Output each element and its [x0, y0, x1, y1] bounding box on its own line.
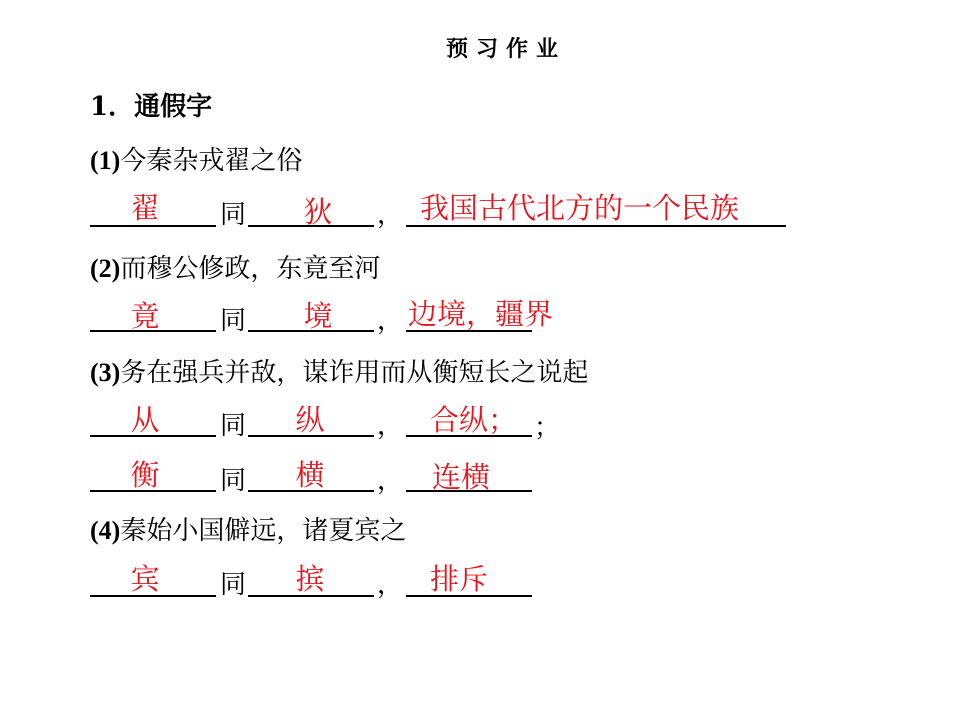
answer-equivalent: 境	[303, 299, 333, 333]
section-heading: 1．通假字	[90, 92, 213, 122]
answer-equivalent: 摈	[295, 562, 325, 596]
answer-meaning: 合纵；	[430, 403, 518, 437]
separator: ，	[377, 200, 404, 230]
separator: ，	[377, 466, 404, 496]
answer-equivalent: 横	[295, 458, 325, 492]
question-3	[90, 352, 588, 389]
answer-char: 宾	[130, 562, 160, 596]
answer-char: 翟	[130, 191, 160, 225]
question-number: (3)	[90, 358, 121, 387]
connector-text: 同	[220, 466, 247, 496]
answer-char: 竟	[130, 299, 160, 333]
question-sentence: 今秦杂戎翟之俗	[120, 146, 303, 176]
separator: ，	[377, 570, 404, 600]
question-4	[90, 510, 406, 547]
answer-char: 从	[130, 403, 160, 437]
connector-text: 同	[220, 200, 247, 230]
row-end-punctuation: ；	[534, 413, 561, 443]
question-1	[90, 140, 302, 177]
connector-text: 同	[220, 306, 247, 336]
answer-meaning: 边境，疆界	[408, 297, 554, 331]
connector-text: 同	[220, 411, 247, 441]
answer-meaning: 连横	[432, 460, 491, 494]
answer-equivalent: 纵	[295, 403, 325, 437]
separator: ，	[377, 411, 404, 441]
answer-char: 衡	[130, 458, 160, 492]
separator: ，	[377, 306, 404, 336]
page-title: 预习作业	[445, 36, 566, 62]
answer-meaning: 我国古代北方的一个民族	[420, 191, 740, 225]
answer-equivalent: 狄	[303, 195, 333, 229]
question-2	[90, 248, 380, 285]
question-number: (1)	[90, 146, 121, 175]
answer-meaning: 排斥	[430, 562, 489, 596]
question-sentence: 务在强兵并敌，谋诈用而从衡短长之说起	[120, 358, 589, 388]
question-sentence: 秦始小国僻远，诸夏宾之	[120, 516, 407, 546]
question-number: (2)	[90, 254, 121, 283]
question-number: (4)	[90, 516, 121, 545]
connector-text: 同	[220, 570, 247, 600]
question-sentence: 而穆公修政，东竟至河	[120, 254, 381, 284]
